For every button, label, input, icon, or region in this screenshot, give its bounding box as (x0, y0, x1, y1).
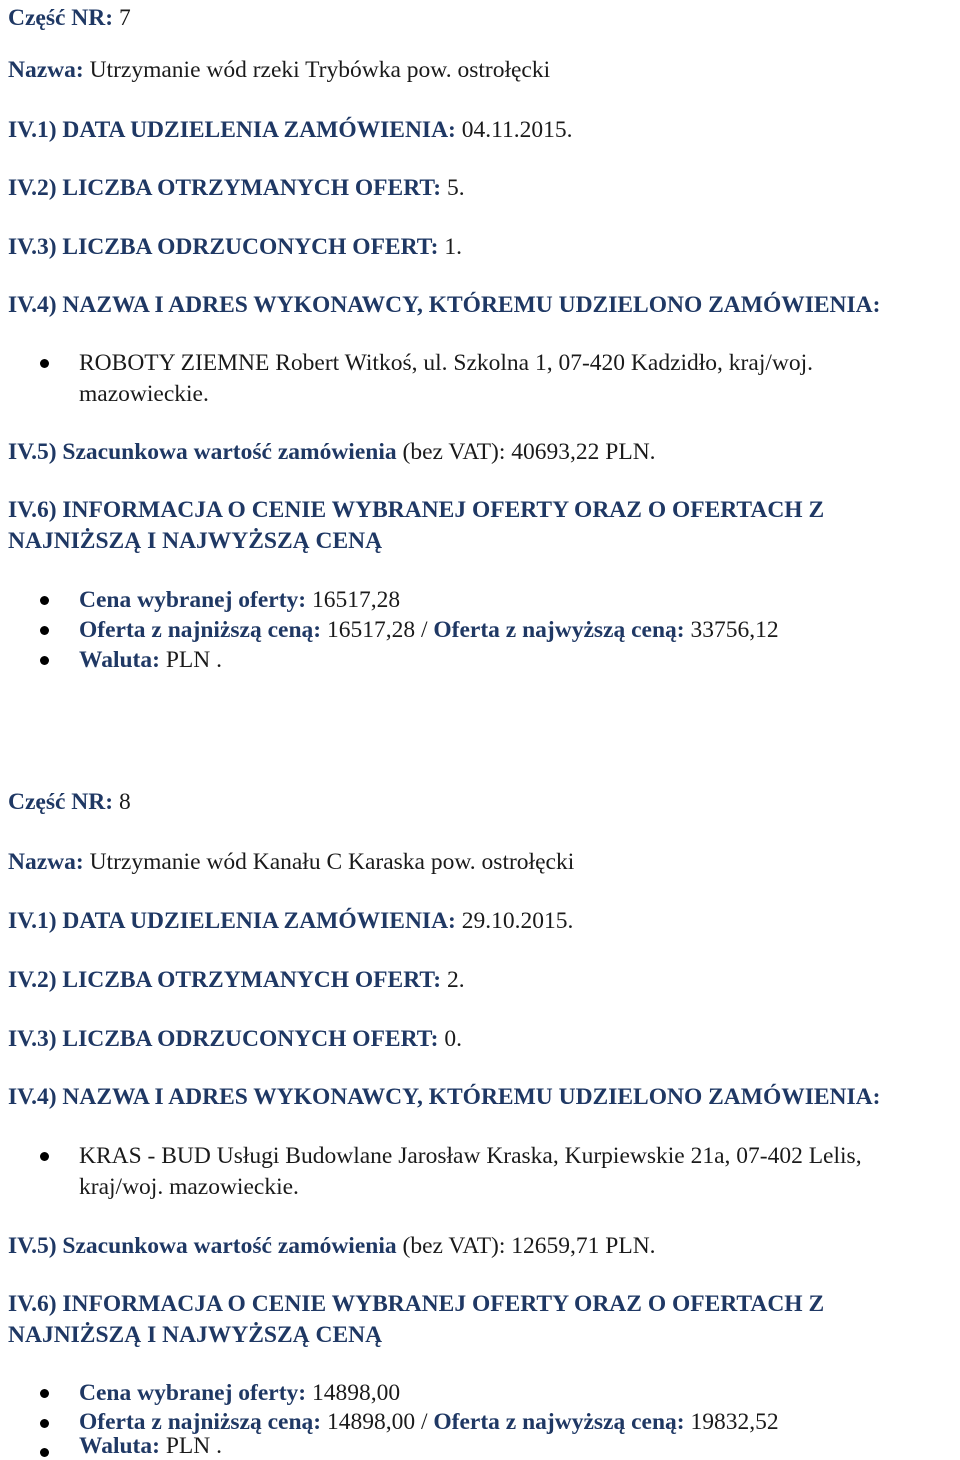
award-date (8, 907, 573, 935)
estimated-value-label: IV.5) Szacunkowa wartość zamówienia (8, 1233, 397, 1259)
offers-received (8, 966, 465, 994)
bullet-icon (40, 1448, 49, 1457)
bullet-icon (40, 1152, 49, 1161)
offers-received-label: IV.2) LICZBA OTRZYMANYCH OFERT: (8, 967, 442, 993)
offers-received-value: 5. (446, 175, 465, 201)
lowest-offer-label: Oferta z najniższą ceną: (79, 1409, 322, 1435)
offers-rejected (8, 233, 462, 261)
part-heading (8, 788, 131, 816)
offers-received-label: IV.2) LICZBA OTRZYMANYCH OFERT: (8, 175, 442, 201)
estimated-value (8, 1232, 656, 1260)
contractor-address-line1: ROBOTY ZIEMNE Robert Witkoś, ul. Szkolna 1, 07-420 Kadzidło, kraj/woj. (79, 350, 813, 376)
currency-label: Waluta: (79, 1433, 160, 1459)
part-heading (8, 4, 131, 32)
award-date-label: IV.1) DATA UDZIELENIA ZAMÓWIENIA: (8, 908, 456, 934)
part-name (8, 848, 574, 876)
name-label: Nazwa: (8, 57, 84, 83)
selected-offer-price (79, 586, 400, 614)
selected-offer-value: 14898,00 (311, 1380, 401, 1406)
contractor-heading: IV.4) NAZWA I ADRES WYKONAWCY, KTÓREMU UDZIELONO ZAMÓWIENIA: (8, 1084, 881, 1110)
currency (79, 646, 222, 674)
part-label: Część NR: (8, 789, 114, 815)
highest-offer-value: 33756,12 (690, 617, 779, 643)
price-info-heading-line2: NAJNIŻSZĄ I NAJWYŻSZĄ CENĄ (8, 1322, 383, 1348)
price-info-heading-line1: IV.6) INFORMACJA O CENIE WYBRANEJ OFERTY ORAZ O OFERTACH Z (8, 497, 825, 523)
currency-value: PLN . (165, 1433, 222, 1459)
part-name (8, 56, 550, 84)
bullet-icon (40, 626, 49, 635)
name-value: Utrzymanie wód rzeki Trybówka pow. ostrołęcki (89, 57, 551, 83)
currency-label: Waluta: (79, 647, 160, 673)
offers-received-value: 2. (446, 967, 465, 993)
offers-rejected-value: 0. (444, 1026, 462, 1052)
bullet-icon (40, 1389, 49, 1398)
award-date-value: 29.10.2015. (461, 908, 574, 934)
selected-offer-value: 16517,28 (311, 587, 401, 613)
bullet-icon (40, 1419, 49, 1428)
highest-offer-value: 19832,52 (690, 1409, 779, 1435)
price-info-heading-line1: IV.6) INFORMACJA O CENIE WYBRANEJ OFERTY ORAZ O OFERTACH Z (8, 1291, 825, 1317)
lowest-offer-value: 16517,28 / (326, 617, 428, 643)
part-number: 7 (118, 5, 131, 31)
part-number: 8 (118, 789, 131, 815)
selected-offer-label: Cena wybranej oferty: (79, 587, 307, 613)
offers-rejected-value: 1. (444, 234, 462, 260)
highest-offer-label: Oferta z najwyższą ceną: (433, 1409, 685, 1435)
part-label: Część NR: (8, 5, 114, 31)
offers-rejected-label: IV.3) LICZBA ODRZUCONYCH OFERT: (8, 234, 439, 260)
estimated-value-label: IV.5) Szacunkowa wartość zamówienia (8, 439, 397, 465)
lowest-offer-value: 14898,00 / (326, 1409, 428, 1435)
award-date (8, 116, 573, 144)
currency (79, 1432, 222, 1460)
offer-price-range (79, 616, 779, 644)
bullet-icon (40, 656, 49, 665)
price-info-heading-line2: NAJNIŻSZĄ I NAJWYŻSZĄ CENĄ (8, 528, 383, 554)
contractor-heading: IV.4) NAZWA I ADRES WYKONAWCY, KTÓREMU UDZIELONO ZAMÓWIENIA: (8, 292, 881, 318)
award-date-value: 04.11.2015. (461, 117, 573, 143)
bullet-icon (40, 596, 49, 605)
contractor-address-line2: kraj/woj. mazowieckie. (79, 1174, 299, 1200)
estimated-value-amount: (bez VAT): 40693,22 PLN. (402, 439, 656, 465)
name-label: Nazwa: (8, 849, 84, 875)
estimated-value (8, 438, 656, 466)
selected-offer-label: Cena wybranej oferty: (79, 1380, 307, 1406)
highest-offer-label: Oferta z najwyższą ceną: (433, 617, 685, 643)
contractor-address-line1: KRAS - BUD Usługi Budowlane Jarosław Kraska, Kurpiewskie 21a, 07-402 Lelis, (79, 1143, 862, 1169)
name-value: Utrzymanie wód Kanału C Karaska pow. ostrołęcki (89, 849, 575, 875)
offers-rejected-label: IV.3) LICZBA ODRZUCONYCH OFERT: (8, 1026, 439, 1052)
contractor-address-line2: mazowieckie. (79, 381, 209, 407)
lowest-offer-label: Oferta z najniższą ceną: (79, 617, 322, 643)
selected-offer-price (79, 1379, 400, 1407)
offers-received (8, 174, 465, 202)
offers-rejected (8, 1025, 462, 1053)
estimated-value-amount: (bez VAT): 12659,71 PLN. (402, 1233, 656, 1259)
award-date-label: IV.1) DATA UDZIELENIA ZAMÓWIENIA: (8, 117, 456, 143)
bullet-icon (40, 359, 49, 368)
currency-value: PLN . (165, 647, 222, 673)
